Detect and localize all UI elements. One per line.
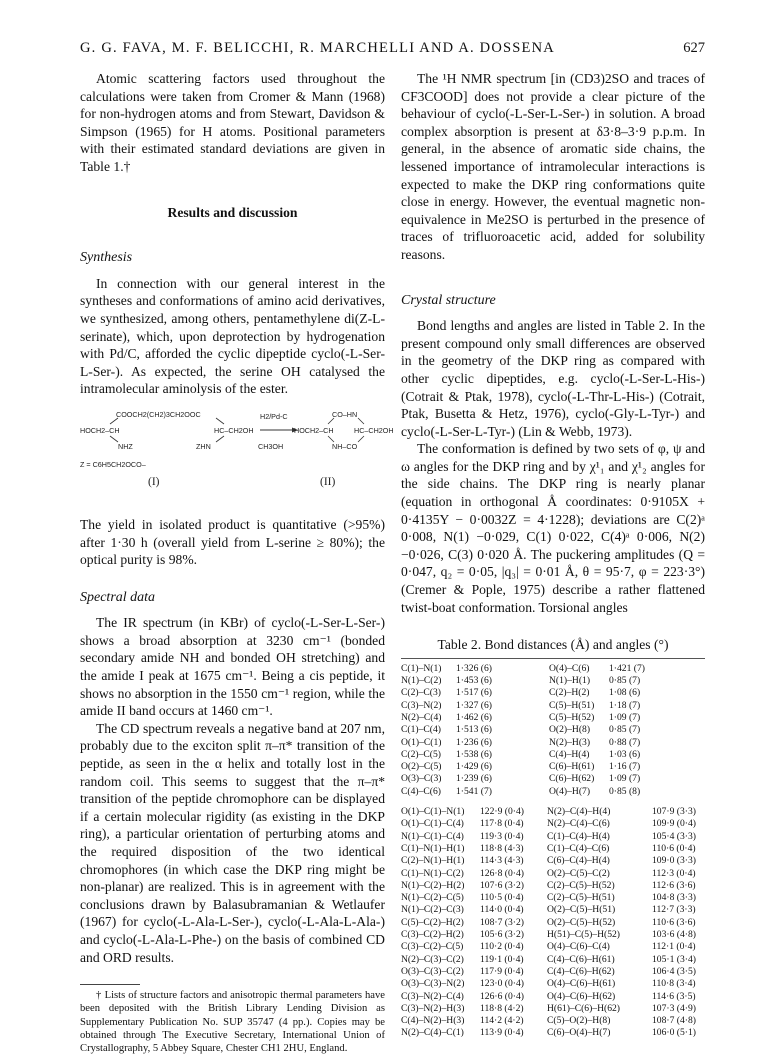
angle-row-atoms-left: N(1)–C(2)–H(2) [401, 879, 465, 891]
angle-row-atoms-right: H(61)–C(6)–H(62) [547, 1002, 621, 1014]
bond-row-value-right: 1·18 (7) [609, 699, 641, 711]
bond-row [401, 737, 645, 749]
angle-row-atoms-left: N(2)–C(3)–C(2) [401, 953, 464, 965]
header-authors: G. G. FAVA, M. F. BELICCHI, R. MARCHELLI AND A. DOSSENA [80, 40, 555, 56]
angle-row-value-right: 109·9 (0·4) [652, 818, 696, 830]
angle-row [401, 831, 696, 843]
bond-row-atoms-right: O(2)–H(8) [549, 724, 591, 736]
angle-row-value-left: 119·3 (0·4) [480, 830, 524, 842]
compound-label-2: (II) [320, 475, 336, 488]
bond-row [401, 663, 645, 675]
yield-paragraph: The yield in isolated product is quantitative (>95%) after 1·30 h (overall yield from L-serine ≥ 80%); the optical purity is 98%. [80, 516, 385, 568]
angle-row-value-left: 113·9 (0·4) [480, 1027, 524, 1039]
angle-row-atoms-left: O(1)–C(1)–N(1) [401, 806, 465, 818]
angle-row-atoms-right: C(4)–C(6)–H(61) [547, 953, 615, 965]
angle-row [401, 855, 696, 867]
bond-angles-table [401, 806, 705, 1040]
angle-row [401, 954, 696, 966]
angle-row-value-left: 108·7 (3·2) [480, 916, 524, 928]
right-column [401, 70, 705, 1040]
scheme-nh-co: NH–CO [332, 441, 358, 451]
bond-row-atoms-right: C(6)–H(62) [549, 773, 595, 785]
angle-row-value-left: 105·6 (3·2) [480, 929, 524, 941]
angle-row [401, 843, 696, 855]
bond-row-atoms-right: C(4)–H(4) [549, 748, 590, 760]
angle-row-value-left: 118·8 (4·2) [480, 1002, 524, 1014]
bond-row-atoms-right: C(6)–H(61) [549, 761, 595, 773]
angle-row-value-right: 110·6 (0·4) [652, 842, 696, 854]
angle-row [401, 917, 696, 929]
angle-row-atoms-right: C(2)–C(5)–H(52) [547, 879, 615, 891]
bond-row-atoms-left: O(2)–C(5) [401, 761, 442, 773]
bond-row-atoms-left: C(4)–C(6) [401, 785, 441, 797]
crystal-heading: Crystal structure [401, 292, 496, 308]
angle-row-atoms-right: O(4)–C(6)–H(61) [547, 978, 616, 990]
bond-row-value-right: 1·03 (6) [609, 748, 641, 760]
bond-row-value-left: 1·327 (6) [456, 699, 492, 711]
bond-row-value-right: 0·85 (7) [609, 724, 641, 736]
angle-row-atoms-left: N(1)–C(1)–C(4) [401, 830, 464, 842]
angle-row-value-right: 110·6 (3·6) [652, 916, 696, 928]
angle-row [401, 806, 696, 818]
angle-row-atoms-right: C(2)–C(5)–H(51) [547, 892, 615, 904]
bond-row-value-right: 0·85 (7) [609, 675, 641, 687]
angle-row-value-right: 105·1 (3·4) [652, 953, 696, 965]
bond-row-atoms-left: C(3)–N(2) [401, 699, 442, 711]
angle-row-value-right: 110·8 (3·4) [652, 978, 696, 990]
crystal-paragraph-1: Bond lengths and angles are listed in Table 2. In the present compound only small differences are observed in the geometry of the DKP ring as compared with other cyclic dipeptides, e.g. cyclo(-L-Ser-L-His-) (Cotrait & Ptak, 1978), cyclo(-L-Thr-L-His-) (Cotrait, Ptak, Busetta & Hetz, 1976), cyclo(-Gly-L-Tyr-) and cyclo(-L-Ser-L-Tyr-) (Lin & Webb, 1973). [401, 318, 705, 439]
angle-row-value-left: 126·6 (0·4) [480, 990, 524, 1002]
angle-row-atoms-left: O(3)–C(3)–C(2) [401, 965, 464, 977]
scheme-ester: COOCH2(CH2)3CH2OOC [116, 409, 201, 419]
angle-row [401, 818, 696, 830]
bond-row-value-left: 1·429 (6) [456, 761, 492, 773]
bond-row [401, 700, 645, 712]
bond-row [401, 687, 645, 699]
bond-row-atoms-left: N(2)–C(4) [401, 712, 442, 723]
bond-row-atoms-right: N(2)–H(3) [549, 736, 591, 748]
bond-row-value-left: 1·453 (6) [456, 675, 492, 687]
angle-row [401, 868, 696, 880]
scheme-z-definition: Z = C6H5CH2OCO– [80, 459, 146, 469]
angle-row-value-left: 110·2 (0·4) [480, 941, 524, 953]
bond-row-value-right: 1·09 (7) [609, 712, 641, 723]
bond-row-atoms-right: O(4)–H(7) [549, 785, 591, 797]
bond-row [401, 675, 645, 687]
angle-row-atoms-right: C(5)–O(2)–H(8) [547, 1015, 611, 1027]
angle-row-value-left: 119·1 (0·4) [480, 953, 524, 965]
angle-row-atoms-left: C(3)–C(2)–H(2) [401, 929, 464, 941]
bond-row-atoms-left: C(2)–C(5) [401, 748, 441, 760]
angle-row [401, 1003, 696, 1015]
bond-row-value-right: 0·88 (7) [609, 736, 641, 748]
angle-row-atoms-right: H(51)–C(5)–H(52) [547, 929, 621, 941]
bond-row-atoms-right: C(5)–H(52) [549, 712, 595, 723]
angle-row-atoms-left: C(3)–C(2)–C(5) [401, 941, 464, 953]
scheme-reagent: H2/Pd-C [260, 411, 288, 421]
scheme-zhn: ZHN [196, 441, 211, 451]
bond-row-value-right: 1·09 (7) [609, 773, 641, 785]
bond-row-value-left: 1·541 (7) [456, 785, 492, 797]
bond-row-atoms-left: C(1)–C(4) [401, 724, 441, 736]
angle-row [401, 880, 696, 892]
bond-row-atoms-right: O(4)–C(6) [549, 662, 590, 674]
bond-row-atoms-right: C(5)–H(51) [549, 699, 595, 711]
angle-row-value-left: 122·9 (0·4) [480, 806, 524, 818]
bond-row-atoms-right: C(2)–H(2) [549, 687, 590, 699]
angle-row-atoms-right: O(2)–C(5)–C(2) [547, 867, 610, 879]
bond-row-value-left: 1·326 (6) [456, 662, 492, 674]
angle-row-value-left: 117·9 (0·4) [480, 965, 524, 977]
angle-row-atoms-left: N(2)–C(4)–C(1) [401, 1027, 464, 1039]
angle-row-value-left: 107·6 (3·2) [480, 879, 524, 891]
cd-paragraph: The CD spectrum reveals a negative band at 207 nm, probably due to the exciton split π–π* transition of the peptide, as seen in the α helix and totally lost in the random coil. This seems to suggest that the π–π* transition of the peptide chromophore can be displayed if a certain molecular rigidity (as existing in the DKP ring), a particular orientation of perturbing atoms and the required disposition of the two identical chromophores (in which case the DKP ring might be non-planar) are realized. This is in agreement with the conclusions drawn by Balasubramanian & Wetlaufer (1967) for cyclo(-L-Ala-L-Ser-), cyclo(-L-Ala-L-Ala-) and cyclo(-L-Ala-L-Phe-) on the basis of combined CD and ORD results. [80, 720, 385, 965]
bond-row [401, 761, 645, 773]
table-2-title: Table 2. Bond distances (Å) and angles (°) [437, 637, 669, 653]
bond-row-value-right: 0·85 (8) [609, 785, 641, 797]
bond-distances-table [401, 663, 705, 798]
angle-row [401, 966, 696, 978]
bond-row [401, 786, 645, 798]
left-column [80, 70, 394, 1055]
ir-paragraph: The IR spectrum (in KBr) of cyclo(-L-Ser-L-Ser-) shows a broad absorption at 3230 cm⁻¹ (bonded secondary amide NH and bonded OH stretching) and the amide I peak at 1675 cm⁻¹. Being a cis peptide, it shows no absorption in the 1550 cm⁻¹ region, while the amide II band occurs at 1460 cm⁻¹. [80, 615, 385, 719]
synthesis-heading: Synthesis [80, 250, 133, 266]
angle-row-atoms-right: N(2)–C(4)–C(6) [547, 818, 610, 830]
scheme-co-hn: CO–HN [332, 409, 358, 419]
bond-row [401, 749, 645, 761]
angle-row-atoms-right: C(1)–C(4)–C(6) [547, 842, 610, 854]
bond-row-value-right: 1·421 (7) [609, 662, 645, 674]
table-top-rule [401, 658, 705, 659]
angle-row-atoms-left: C(1)–N(1)–C(2) [401, 867, 464, 879]
angle-row-value-right: 112·7 (3·3) [652, 904, 696, 916]
spectral-heading: Spectral data [80, 589, 156, 605]
scheme-product-right: HC–CH2OH [354, 425, 394, 435]
scheme-right-group: HC–CH2OH [214, 425, 254, 435]
angle-row-atoms-right: C(4)–C(6)–H(62) [547, 965, 615, 977]
angle-row-value-right: 108·7 (4·8) [652, 1015, 696, 1027]
angle-row-atoms-right: O(4)–C(6)–H(62) [547, 990, 616, 1002]
scheme-left-group: HOCH2–CH [80, 425, 120, 435]
angle-row [401, 929, 696, 941]
angle-row-atoms-left: O(3)–C(3)–N(2) [401, 978, 465, 990]
footnote: † Lists of structure factors and anisotropic thermal parameters have been deposited with the British Library Lending Division as Supplementary Publication No. SUP 35747 (4 pp.). Copies may be obtained through The Executive Secretary, International Union of Crystallography, 5 Abbey Square, Chester CH1 2HU, England. [80, 990, 385, 1054]
angle-row-value-right: 106·4 (3·5) [652, 965, 696, 977]
angle-row-value-left: 118·8 (4·3) [480, 842, 524, 854]
angle-row-value-right: 106·0 (5·1) [652, 1027, 696, 1039]
angle-row-atoms-left: N(1)–C(2)–C(3) [401, 904, 464, 916]
angle-row-atoms-right: C(1)–C(4)–H(4) [547, 830, 610, 842]
angle-row-atoms-left: C(3)–N(2)–H(3) [401, 1002, 465, 1014]
bond-row [401, 773, 645, 785]
angle-row-atoms-right: C(6)–O(4)–H(7) [547, 1027, 611, 1039]
bond-row-value-left: 1·239 (6) [456, 773, 492, 785]
angle-row-value-right: 105·4 (3·3) [652, 830, 696, 842]
angle-row-atoms-right: C(6)–C(4)–H(4) [547, 855, 610, 867]
angle-row-atoms-right: O(4)–C(6)–C(4) [547, 941, 610, 953]
bond-row-value-right: 1·16 (7) [609, 761, 641, 773]
reaction-scheme [80, 398, 394, 516]
bond-row-value-left: 1·462 (6) [456, 712, 492, 723]
bond-row-value-left: 1·513 (6) [456, 724, 492, 736]
scheme-ch3oh: CH3OH [258, 441, 284, 451]
bond-row-atoms-right: N(1)–H(1) [549, 675, 591, 687]
crystal-paragraph-2: The conformation is defined by two sets of φ, ψ and ω angles for the DKP ring and by χ¹₁ and χ¹₂ angles for the side chains. The DKP ring is nearly planar (equation in orthogonal Å coordinates: 0·9105X + 0·4135Y − 0·0032Z = 4·1228); deviations are C(2)ᵃ 0·008, N(1) −0·029, C(1) 0·022, C(4)ᵃ 0·006, N(2) −0·026, C(3) 0·020 Å. The puckering amplitudes (Q = 0·047, q₂ = 0·05, |q₃| = 0·01 Å, θ = 95·7, φ = 223·3°) (Cremer & Pople, 1975) describe a rather flattened twist-boat conformation. Torsional angles [401, 441, 705, 615]
bond-row [401, 724, 645, 736]
angle-row-atoms-right: N(2)–C(4)–H(4) [547, 806, 611, 818]
angle-row-value-right: 112·6 (3·6) [652, 879, 696, 891]
scheme-product-left: HOCH2–CH [294, 425, 334, 435]
angle-row-atoms-left: C(3)–N(2)–C(4) [401, 990, 464, 1002]
angle-row-value-right: 109·0 (3·3) [652, 855, 696, 867]
angle-row-atoms-right: O(2)–C(5)–H(52) [547, 916, 616, 928]
angle-row [401, 978, 696, 990]
bond-row [401, 712, 645, 724]
bond-row-atoms-left: O(1)–C(1) [401, 736, 442, 748]
angle-row-value-right: 107·3 (4·9) [652, 1002, 696, 1014]
angle-row-value-right: 103·6 (4·8) [652, 929, 696, 941]
angle-row-value-left: 126·8 (0·4) [480, 867, 524, 879]
angle-row-value-left: 114·2 (4·2) [480, 1015, 524, 1027]
angle-row-value-left: 123·0 (0·4) [480, 978, 524, 990]
bond-row-atoms-left: C(1)–N(1) [401, 662, 442, 674]
bond-row-value-left: 1·517 (6) [456, 687, 492, 699]
footnote-rule [80, 984, 140, 985]
angle-row-value-right: 112·3 (0·4) [652, 867, 696, 879]
running-header [80, 40, 705, 62]
angle-row-atoms-left: C(1)–N(1)–H(1) [401, 842, 465, 854]
angle-row-value-left: 110·5 (0·4) [480, 892, 524, 904]
synthesis-paragraph: In connection with our general interest in the syntheses and conformations of amino acid derivatives, we synthesized, among others, pentamethylene di(Z-L-serinate), which, upon deprotection by hydrogenation with Pd/C, afforded the cyclic dipeptide cyclo(-L-Ser-L-Ser-). As expected, the serine OH catalysed the intramolecular aminolysis of the ester. [80, 275, 385, 397]
bond-row-value-right: 1·08 (6) [609, 687, 641, 699]
angle-row-value-right: 104·8 (3·3) [652, 892, 696, 904]
nmr-paragraph: The ¹H NMR spectrum [in (CD3)2SO and traces of CF3COOD] does not provide a clear picture of the behaviour of cyclo(-L-Ser-L-Ser-) in solution. A broad complex absorption is present at δ3·8–3·9 p.p.m. In general, in the absence of aromatic side chains, the lessened importance of intramolecular interactions is expected to make the DKP ring conformations quite close in energy. However, the eventual magnetic non-equivalence in Me2SO is perturbed in the presence of traces of trifluoroacetic acid, added for solubility reasons. [401, 71, 705, 262]
intro-paragraph: Atomic scattering factors used throughout the calculations were taken from Cromer & Mann (1968) for non-hydrogen atoms and from Stewart, Davidson & Simpson (1965) for H atoms. Positional parameters with their estimated standard deviations are given in Table 1.† [80, 71, 385, 174]
bond-row-value-left: 1·538 (6) [456, 748, 492, 760]
angle-row-atoms-left: C(2)–N(1)–H(1) [401, 855, 465, 867]
compound-label-1: (I) [148, 475, 160, 488]
bond-row-atoms-left: O(3)–C(3) [401, 773, 442, 785]
angle-row-value-left: 114·0 (0·4) [480, 904, 524, 916]
angle-row-value-left: 114·3 (4·3) [480, 855, 524, 867]
scheme-nhz: NHZ [118, 441, 133, 451]
bond-row-atoms-left: N(1)–C(2) [401, 675, 442, 687]
angle-row [401, 904, 696, 916]
bond-row-value-left: 1·236 (6) [456, 736, 492, 748]
angle-row-value-right: 114·6 (3·5) [652, 990, 696, 1002]
angle-row-atoms-left: C(5)–C(2)–H(2) [401, 916, 464, 928]
header-page-number: 627 [683, 40, 705, 56]
angle-row-value-right: 112·1 (0·4) [652, 941, 696, 953]
angle-row [401, 1015, 696, 1027]
angle-row-atoms-left: O(1)–C(1)–C(4) [401, 818, 464, 830]
angle-row-atoms-left: N(1)–C(2)–C(5) [401, 892, 464, 904]
angle-row [401, 892, 696, 904]
angle-row-atoms-left: C(4)–N(2)–H(3) [401, 1015, 465, 1027]
angle-row-value-left: 117·8 (0·4) [480, 818, 524, 830]
angle-row-atoms-right: O(2)–C(5)–H(51) [547, 904, 616, 916]
results-heading: Results and discussion [167, 204, 298, 220]
angle-row [401, 941, 696, 953]
angle-row [401, 1027, 696, 1039]
angle-row-value-right: 107·9 (3·3) [652, 806, 696, 818]
bond-row-atoms-left: C(2)–C(3) [401, 687, 441, 699]
